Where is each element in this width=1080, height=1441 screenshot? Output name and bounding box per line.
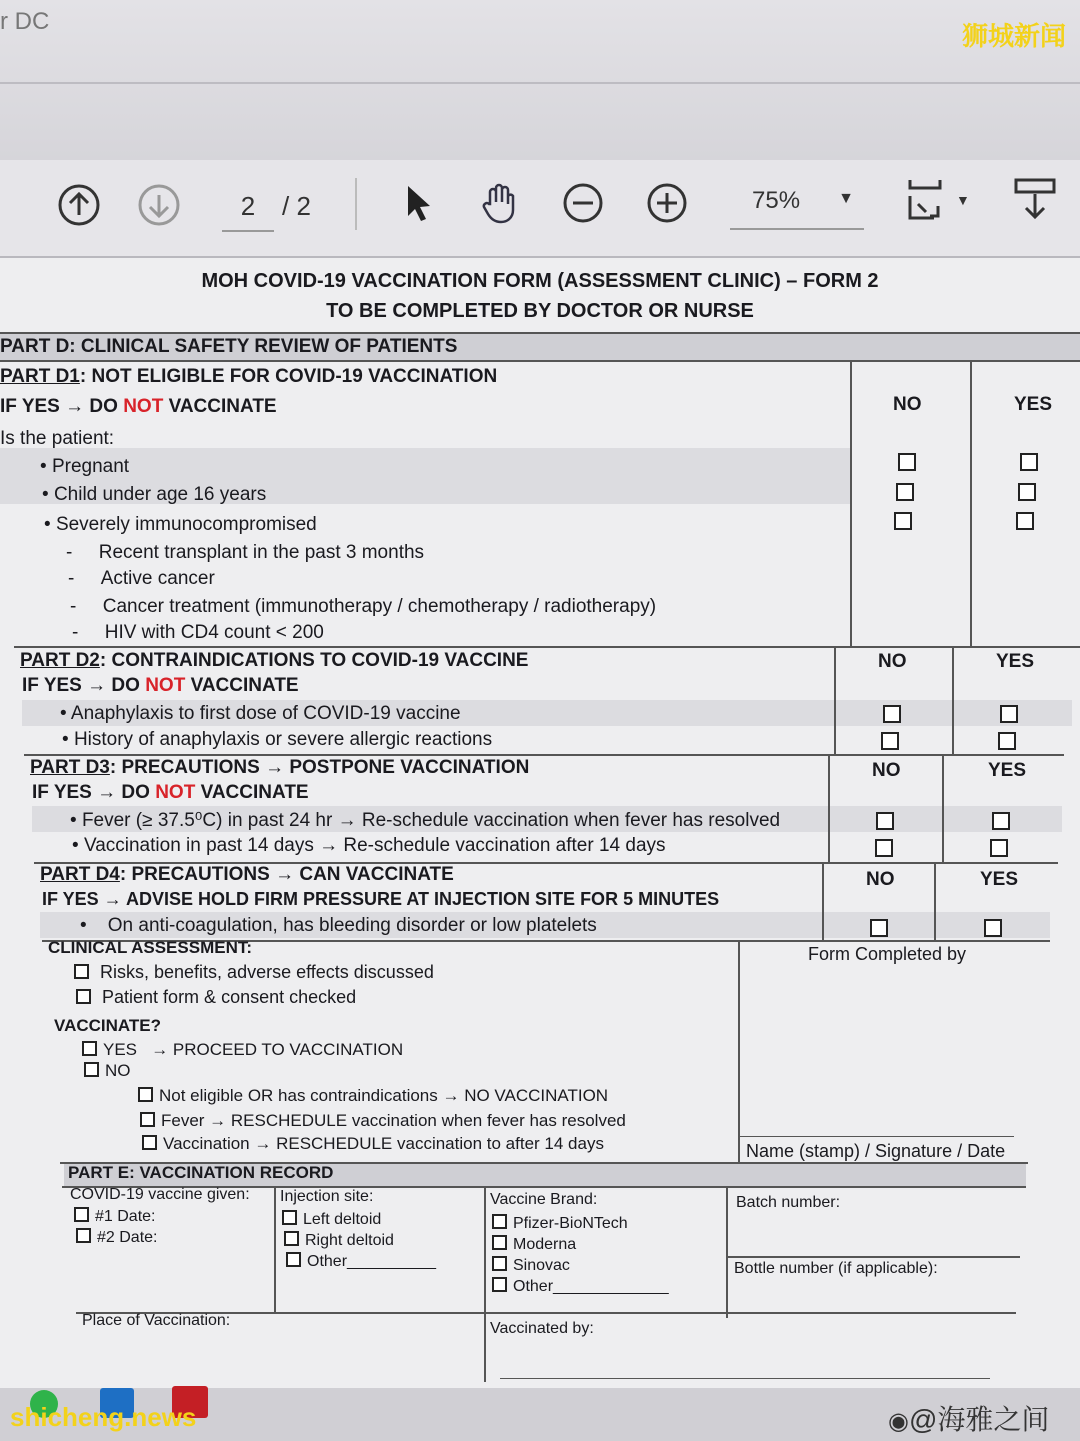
- checkbox[interactable]: [492, 1214, 507, 1229]
- d3-heading-id: PART D3: [30, 757, 110, 778]
- checkbox-yes[interactable]: [992, 812, 1010, 830]
- d1-rule-a: IF YES → DO: [0, 396, 124, 417]
- zoom-out-icon[interactable]: [560, 180, 606, 226]
- divider: [0, 82, 1080, 84]
- checkbox[interactable]: [76, 1228, 91, 1243]
- d2-rule-a: IF YES → DO: [22, 675, 146, 696]
- no-option-label: Vaccination → RESCHEDULE vaccination to after 14 days: [163, 1134, 604, 1153]
- select-cursor-icon[interactable]: [396, 180, 442, 226]
- d1-heading: [0, 366, 497, 388]
- vaccine-brand-label: Vaccine Brand:: [490, 1191, 598, 1208]
- d1-item-label: Pregnant: [51, 456, 130, 477]
- brand-option-label: Pfizer-BioNTech: [513, 1215, 628, 1232]
- col-divider: [952, 646, 954, 754]
- no-option: [140, 1111, 626, 1131]
- checkbox-yes[interactable]: [1020, 453, 1038, 471]
- form-subtitle: TO BE COMPLETED BY DOCTOR OR NURSE: [326, 300, 754, 322]
- rule: [0, 360, 1080, 362]
- list-item: • Vaccination in past 14 days → Re-schedule vaccination after 14 days: [72, 835, 666, 856]
- vaccinate-no: [84, 1061, 131, 1081]
- clinical-heading: CLINICAL ASSESSMENT:: [48, 938, 253, 957]
- checkbox-no[interactable]: [898, 453, 916, 471]
- col-divider: [828, 754, 830, 862]
- vaccine-given-label: COVID-19 vaccine given:: [70, 1186, 250, 1203]
- no-option: [138, 1086, 608, 1106]
- rule: [24, 754, 1064, 756]
- checkbox[interactable]: [74, 964, 89, 979]
- yes-action: → PROCEED TO VACCINATION: [151, 1040, 404, 1059]
- brand-option-label: Moderna: [513, 1236, 577, 1253]
- d4-heading-id: PART D4: [40, 864, 120, 885]
- no-option-label: Not eligible OR has contraindications → NO VACCINATION: [159, 1086, 609, 1105]
- site-option-label: Other: [307, 1253, 348, 1270]
- checkbox-yes[interactable]: [990, 839, 1008, 857]
- completed-by-label: Form Completed by: [808, 944, 967, 964]
- clinical-item: [74, 962, 434, 983]
- zoom-select[interactable]: [730, 184, 864, 230]
- zoom-value: 75%: [752, 187, 801, 214]
- checkbox[interactable]: [284, 1231, 299, 1246]
- list-item: • Anaphylaxis to first dose of COVID-19 vaccine: [60, 703, 461, 724]
- fit-page-icon[interactable]: [904, 176, 950, 222]
- site-option: [284, 1231, 394, 1250]
- checkbox-no[interactable]: [894, 512, 912, 530]
- vaccinate-yes: [82, 1040, 403, 1060]
- list-item: • Pregnant: [40, 456, 130, 477]
- injection-site-label: Injection site:: [280, 1188, 374, 1205]
- dose-date: [74, 1207, 155, 1226]
- chevron-down-icon: ▼: [838, 190, 854, 207]
- d2-heading: [20, 650, 528, 672]
- list-subitem: - Active cancer: [68, 568, 215, 589]
- signature-line[interactable]: [500, 1378, 990, 1379]
- page-up-icon[interactable]: [56, 182, 102, 228]
- d1-item-label: Child under age 16 years: [53, 484, 267, 505]
- brand-option-label: Other: [513, 1278, 554, 1295]
- site-option: Other__________: [286, 1252, 436, 1271]
- checkbox[interactable]: [142, 1135, 157, 1150]
- brand-option: [492, 1235, 576, 1254]
- checkbox[interactable]: [138, 1087, 153, 1102]
- d2-item-label: History of anaphylaxis or severe allergic reactions: [73, 729, 493, 750]
- col-divider: [934, 862, 936, 940]
- d3-rule-b: VACCINATE: [195, 782, 309, 803]
- site-option-label: Right deltoid: [305, 1232, 394, 1249]
- d1-subitem-label: Recent transplant in the past 3 months: [98, 542, 425, 563]
- watermark-bottom-right: [888, 1398, 1049, 1438]
- checkbox-no[interactable]: [876, 812, 894, 830]
- d3-rule-not: NOT: [155, 782, 196, 803]
- part-d-heading: PART D: CLINICAL SAFETY REVIEW OF PATIENTS: [0, 336, 458, 357]
- col-divider: [822, 862, 824, 940]
- checkbox-no[interactable]: [896, 483, 914, 501]
- col-divider: [970, 360, 972, 648]
- watermark-text: @海雅之间: [908, 1404, 1050, 1435]
- d1-subitem-label: Cancer treatment (immunotherapy / chemotherapy / radiotherapy): [102, 596, 657, 617]
- dose-date-label: #2 Date:: [97, 1229, 158, 1246]
- no-option-label: Fever → RESCHEDULE vaccination when fever has resolved: [161, 1111, 626, 1130]
- d4-rule: IF YES → ADVISE HOLD FIRM PRESSURE AT INJECTION SITE FOR 5 MINUTES: [42, 889, 720, 909]
- zoom-in-icon[interactable]: [644, 180, 690, 226]
- checkbox-yes[interactable]: [1016, 512, 1034, 530]
- site-option-label: Left deltoid: [303, 1211, 382, 1228]
- d1-rule-b: VACCINATE: [163, 396, 277, 417]
- list-item: • On anti-coagulation, has bleeding disorder or low platelets: [80, 915, 597, 936]
- part-e-heading: PART E: VACCINATION RECORD: [68, 1163, 334, 1182]
- rule: [0, 332, 1080, 334]
- d1-rule-not: NOT: [123, 396, 164, 417]
- col-yes: YES: [980, 869, 1019, 890]
- page-total: / 2: [282, 191, 311, 221]
- d4-heading-text: : PRECAUTIONS → CAN VACCINATE: [119, 864, 454, 885]
- signature-line[interactable]: [740, 1136, 1014, 1137]
- list-item: • Severely immunocompromised: [44, 514, 317, 535]
- checkbox[interactable]: [492, 1235, 507, 1250]
- checkbox[interactable]: [76, 989, 91, 1004]
- col-yes: YES: [996, 651, 1035, 672]
- d2-item-label: Anaphylaxis to first dose of COVID-19 vaccine: [70, 703, 461, 724]
- d1-subitem-label: HIV with CD4 count < 200: [104, 622, 324, 643]
- page-down-icon[interactable]: [136, 182, 182, 228]
- checkbox-no[interactable]: [870, 919, 888, 937]
- d1-heading-id: PART D1: [0, 366, 80, 387]
- d3-rule-a: IF YES → DO: [32, 782, 156, 803]
- checkbox[interactable]: [492, 1256, 507, 1271]
- checkbox-no[interactable]: [875, 839, 893, 857]
- d1-heading-text: : NOT ELIGIBLE FOR COVID-19 VACCINATION: [79, 366, 498, 387]
- col-yes: YES: [988, 760, 1027, 781]
- brand-option: Other_____________: [492, 1277, 669, 1296]
- checkbox-no[interactable]: [881, 732, 899, 750]
- list-item: • Fever (≥ 37.5⁰C) in past 24 hr → Re-schedule vaccination when fever has resolved: [70, 810, 781, 831]
- checkbox[interactable]: [286, 1252, 301, 1267]
- toolbar-separator: [355, 178, 357, 230]
- vaccinate-question: VACCINATE?: [54, 1016, 162, 1035]
- download-icon[interactable]: [1012, 176, 1058, 222]
- d1-intro: Is the patient:: [0, 428, 115, 449]
- d2-rule-b: VACCINATE: [185, 675, 299, 696]
- d2-rule: [22, 675, 299, 697]
- watermark-bottom-left: shicheng.news: [10, 1402, 197, 1432]
- d1-subitem-label: Active cancer: [100, 568, 215, 589]
- no-label: NO: [105, 1061, 131, 1080]
- checkbox[interactable]: [82, 1041, 97, 1056]
- col-divider: [484, 1186, 486, 1382]
- d3-heading: [30, 757, 529, 779]
- col-divider: [942, 754, 944, 862]
- checkbox[interactable]: [140, 1112, 155, 1127]
- col-divider: [726, 1186, 728, 1318]
- col-no: NO: [872, 760, 901, 781]
- dose-date: [76, 1228, 157, 1247]
- list-subitem: - Cancer treatment (immunotherapy / chemotherapy / radiotherapy): [70, 596, 657, 617]
- col-no: NO: [878, 651, 907, 672]
- tab-label[interactable]: r DC: [0, 8, 50, 35]
- checkbox-yes[interactable]: [1000, 705, 1018, 723]
- site-option: [282, 1210, 381, 1229]
- col-divider: [850, 360, 852, 648]
- form-title: MOH COVID-19 VACCINATION FORM (ASSESSMENT CLINIC) – FORM 2: [201, 270, 879, 292]
- brand-option: [492, 1256, 570, 1275]
- checkbox[interactable]: [84, 1062, 99, 1077]
- place-label: Place of Vaccination:: [82, 1312, 231, 1329]
- col-yes: YES: [1014, 394, 1053, 415]
- checkbox[interactable]: [492, 1277, 507, 1292]
- checkbox-yes[interactable]: [998, 732, 1016, 750]
- d4-item-label: On anti-coagulation, has bleeding disorder or low platelets: [107, 915, 597, 936]
- checkbox-yes[interactable]: [1018, 483, 1036, 501]
- d3-item-label: Fever (≥ 37.5⁰C) in past 24 hr → Re-schedule vaccination when fever has resolved: [81, 810, 781, 831]
- yes-label: YES: [103, 1040, 138, 1059]
- list-item: • Child under age 16 years: [42, 484, 267, 505]
- batch-number-label: Batch number:: [736, 1194, 841, 1211]
- d2-heading-id: PART D2: [20, 650, 100, 671]
- col-divider: [274, 1186, 276, 1312]
- checkbox[interactable]: [282, 1210, 297, 1225]
- no-option: [142, 1134, 604, 1154]
- clinical-item-label: Patient form & consent checked: [102, 987, 357, 1007]
- checkbox[interactable]: [74, 1207, 89, 1222]
- d4-heading: [40, 864, 454, 886]
- rule: [728, 1256, 1020, 1258]
- rule: [14, 646, 1080, 648]
- clinical-item: [76, 987, 356, 1008]
- col-divider: [738, 940, 740, 1164]
- list-subitem: - HIV with CD4 count < 200: [72, 622, 324, 643]
- d2-rule-not: NOT: [145, 675, 186, 696]
- d3-heading-text: : PRECAUTIONS → POSTPONE VACCINATION: [109, 757, 530, 778]
- page-number-input[interactable]: 2: [222, 188, 274, 232]
- col-no: NO: [893, 394, 922, 415]
- d3-item-label: Vaccination in past 14 days → Re-schedule vaccination after 14 days: [83, 835, 666, 856]
- chevron-down-icon[interactable]: ▼: [956, 192, 970, 208]
- d3-rule: [32, 782, 309, 804]
- bottle-number-label: Bottle number (if applicable):: [734, 1260, 938, 1277]
- dose-date-label: #1 Date:: [95, 1208, 156, 1225]
- watermark-top: 狮城新闻: [961, 21, 1066, 51]
- brand-option-label: Sinovac: [513, 1257, 570, 1274]
- clinical-item-label: Risks, benefits, adverse effects discussed: [100, 962, 434, 982]
- d1-rule: [0, 396, 277, 418]
- list-item: • History of anaphylaxis or severe allergic reactions: [62, 729, 493, 750]
- list-subitem: - Recent transplant in the past 3 months: [66, 542, 425, 563]
- vaccinated-by-label: Vaccinated by:: [490, 1320, 594, 1337]
- d1-item-label: Severely immunocompromised: [55, 514, 317, 535]
- checkbox-no[interactable]: [883, 705, 901, 723]
- brand-option: [492, 1214, 628, 1233]
- weibo-icon: ◉: [888, 1408, 909, 1435]
- d2-heading-text: : CONTRAINDICATIONS TO COVID-19 VACCINE: [99, 650, 529, 671]
- col-divider: [834, 646, 836, 754]
- checkbox-yes[interactable]: [984, 919, 1002, 937]
- browser-chrome: [0, 0, 1080, 160]
- hand-tool-icon[interactable]: [476, 180, 522, 226]
- col-no: NO: [866, 869, 895, 890]
- signature-label: Name (stamp) / Signature / Date: [746, 1141, 1006, 1161]
